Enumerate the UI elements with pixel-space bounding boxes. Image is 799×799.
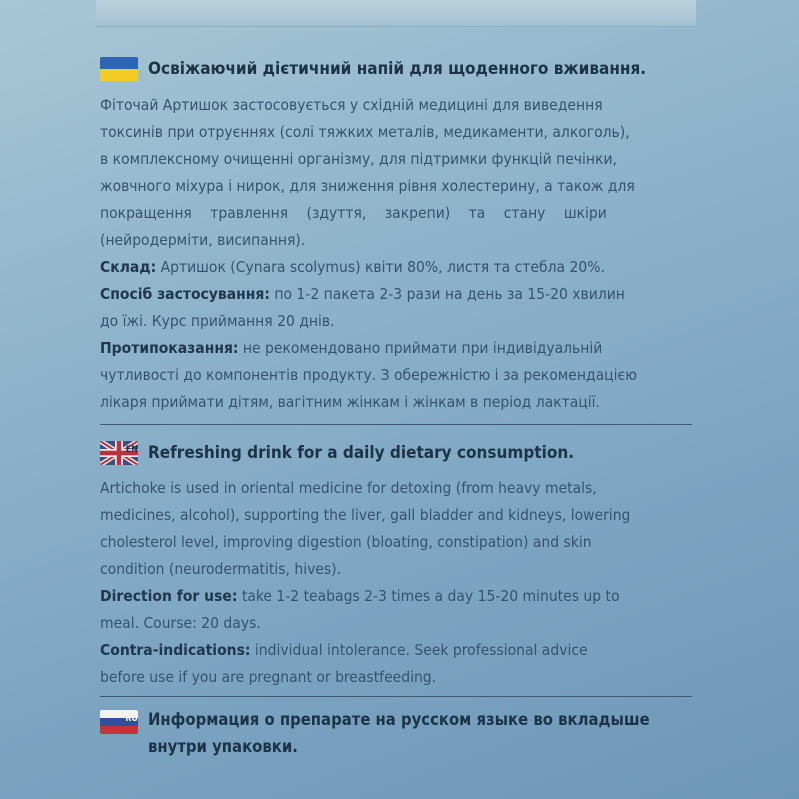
ukrainian-heading-row <box>100 54 700 84</box>
english-description-line: Artichoke is used in oriental medicine for detoxing (from heavy metals, <box>100 479 597 497</box>
english-description-line: condition (neurodermatitis, hives). <box>100 560 342 578</box>
ukrainian-description-line: Фіточай Артишок застосовується у східній медицині для виведення <box>100 96 603 114</box>
ukrainian-description-line: покращення травлення (здуття, закрепи) та стану шкіри <box>100 204 607 222</box>
english-description-line: cholesterol level, improving digestion (bloating, constipation) and skin <box>100 533 592 551</box>
russian-info-line: внутри упаковки. <box>148 737 298 756</box>
direction-label: Direction for use: <box>100 587 238 605</box>
contraindications-label: Протипоказання: <box>100 339 239 357</box>
english-section <box>100 438 700 691</box>
composition-label: Склад: <box>100 258 157 276</box>
ukrainian-composition <box>100 254 700 281</box>
flag-language-tag: EN <box>125 445 138 455</box>
ukrainian-usage <box>100 281 700 308</box>
russian-info-text <box>148 706 650 760</box>
ukrainian-description-line: (нейродерміти, висипання). <box>100 231 306 249</box>
russia-flag-icon <box>100 710 138 734</box>
english-description-line: medicines, alcohol), supporting the liver, gall bladder and kidneys, lowering <box>100 506 631 524</box>
section-divider <box>100 424 692 425</box>
contraindications-text: не рекомендовано приймати при індивідуальній <box>238 339 603 357</box>
english-contraindications <box>100 637 700 664</box>
ukrainian-section <box>100 54 700 416</box>
ukrainian-usage-continued: до їжі. Курс приймання 20 днів. <box>100 312 335 330</box>
ukrainian-contraindications-line: чутливості до компонентів продукту. З обережністю і за рекомендацією <box>100 366 637 384</box>
russian-info-row <box>100 706 700 760</box>
usage-label: Спосіб застосування: <box>100 285 270 303</box>
uk-flag-icon <box>100 441 138 465</box>
russian-section <box>100 706 700 760</box>
ukrainian-description-line: токсинів при отруєннях (солі тяжких металів, медикаменти, алкоголь), <box>100 123 630 141</box>
ukrainian-description-line: в комплексному очищенні організму, для підтримки функцій печінки, <box>100 150 617 168</box>
ukrainian-contraindications <box>100 335 700 362</box>
flag-language-tag: RU <box>125 714 138 724</box>
package-top-edge <box>96 0 696 27</box>
russian-info-line: Информация о препарате на русском языке во вкладыше <box>148 710 650 729</box>
english-direction <box>100 583 700 610</box>
direction-text: take 1-2 teabags 2-3 times a day 15-20 minutes up to <box>237 587 620 605</box>
contraindications-label: Contra-indications: <box>100 641 251 659</box>
ukrainian-heading: Освіжаючий дієтичний напій для щоденного вживання. <box>148 59 647 79</box>
section-divider <box>100 696 692 697</box>
ukrainian-contraindications-line: лікаря приймати дітям, вагітним жінкам і жінкам в період лактації. <box>100 393 600 411</box>
english-description <box>100 475 700 691</box>
usage-text: по 1-2 пакета 2-3 рази на день за 15-20 хвилин <box>269 285 625 303</box>
english-direction-continued: meal. Course: 20 days. <box>100 614 261 632</box>
ukrainian-description-line: жовчного міхура і нирок, для зниження рівня холестерину, а також для <box>100 177 635 195</box>
english-contraindications-line: before use if you are pregnant or breastfeeding. <box>100 668 437 686</box>
ukraine-flag-icon <box>100 57 138 81</box>
english-heading-row <box>100 438 700 468</box>
contraindications-text: individual intolerance. Seek professional advice <box>250 641 588 659</box>
english-heading: Refreshing drink for a daily dietary consumption. <box>148 443 575 463</box>
composition-text: Артишок (Cynara scolymus) квіти 80%, листя та стебла 20%. <box>156 258 605 276</box>
ukrainian-description <box>100 92 700 416</box>
